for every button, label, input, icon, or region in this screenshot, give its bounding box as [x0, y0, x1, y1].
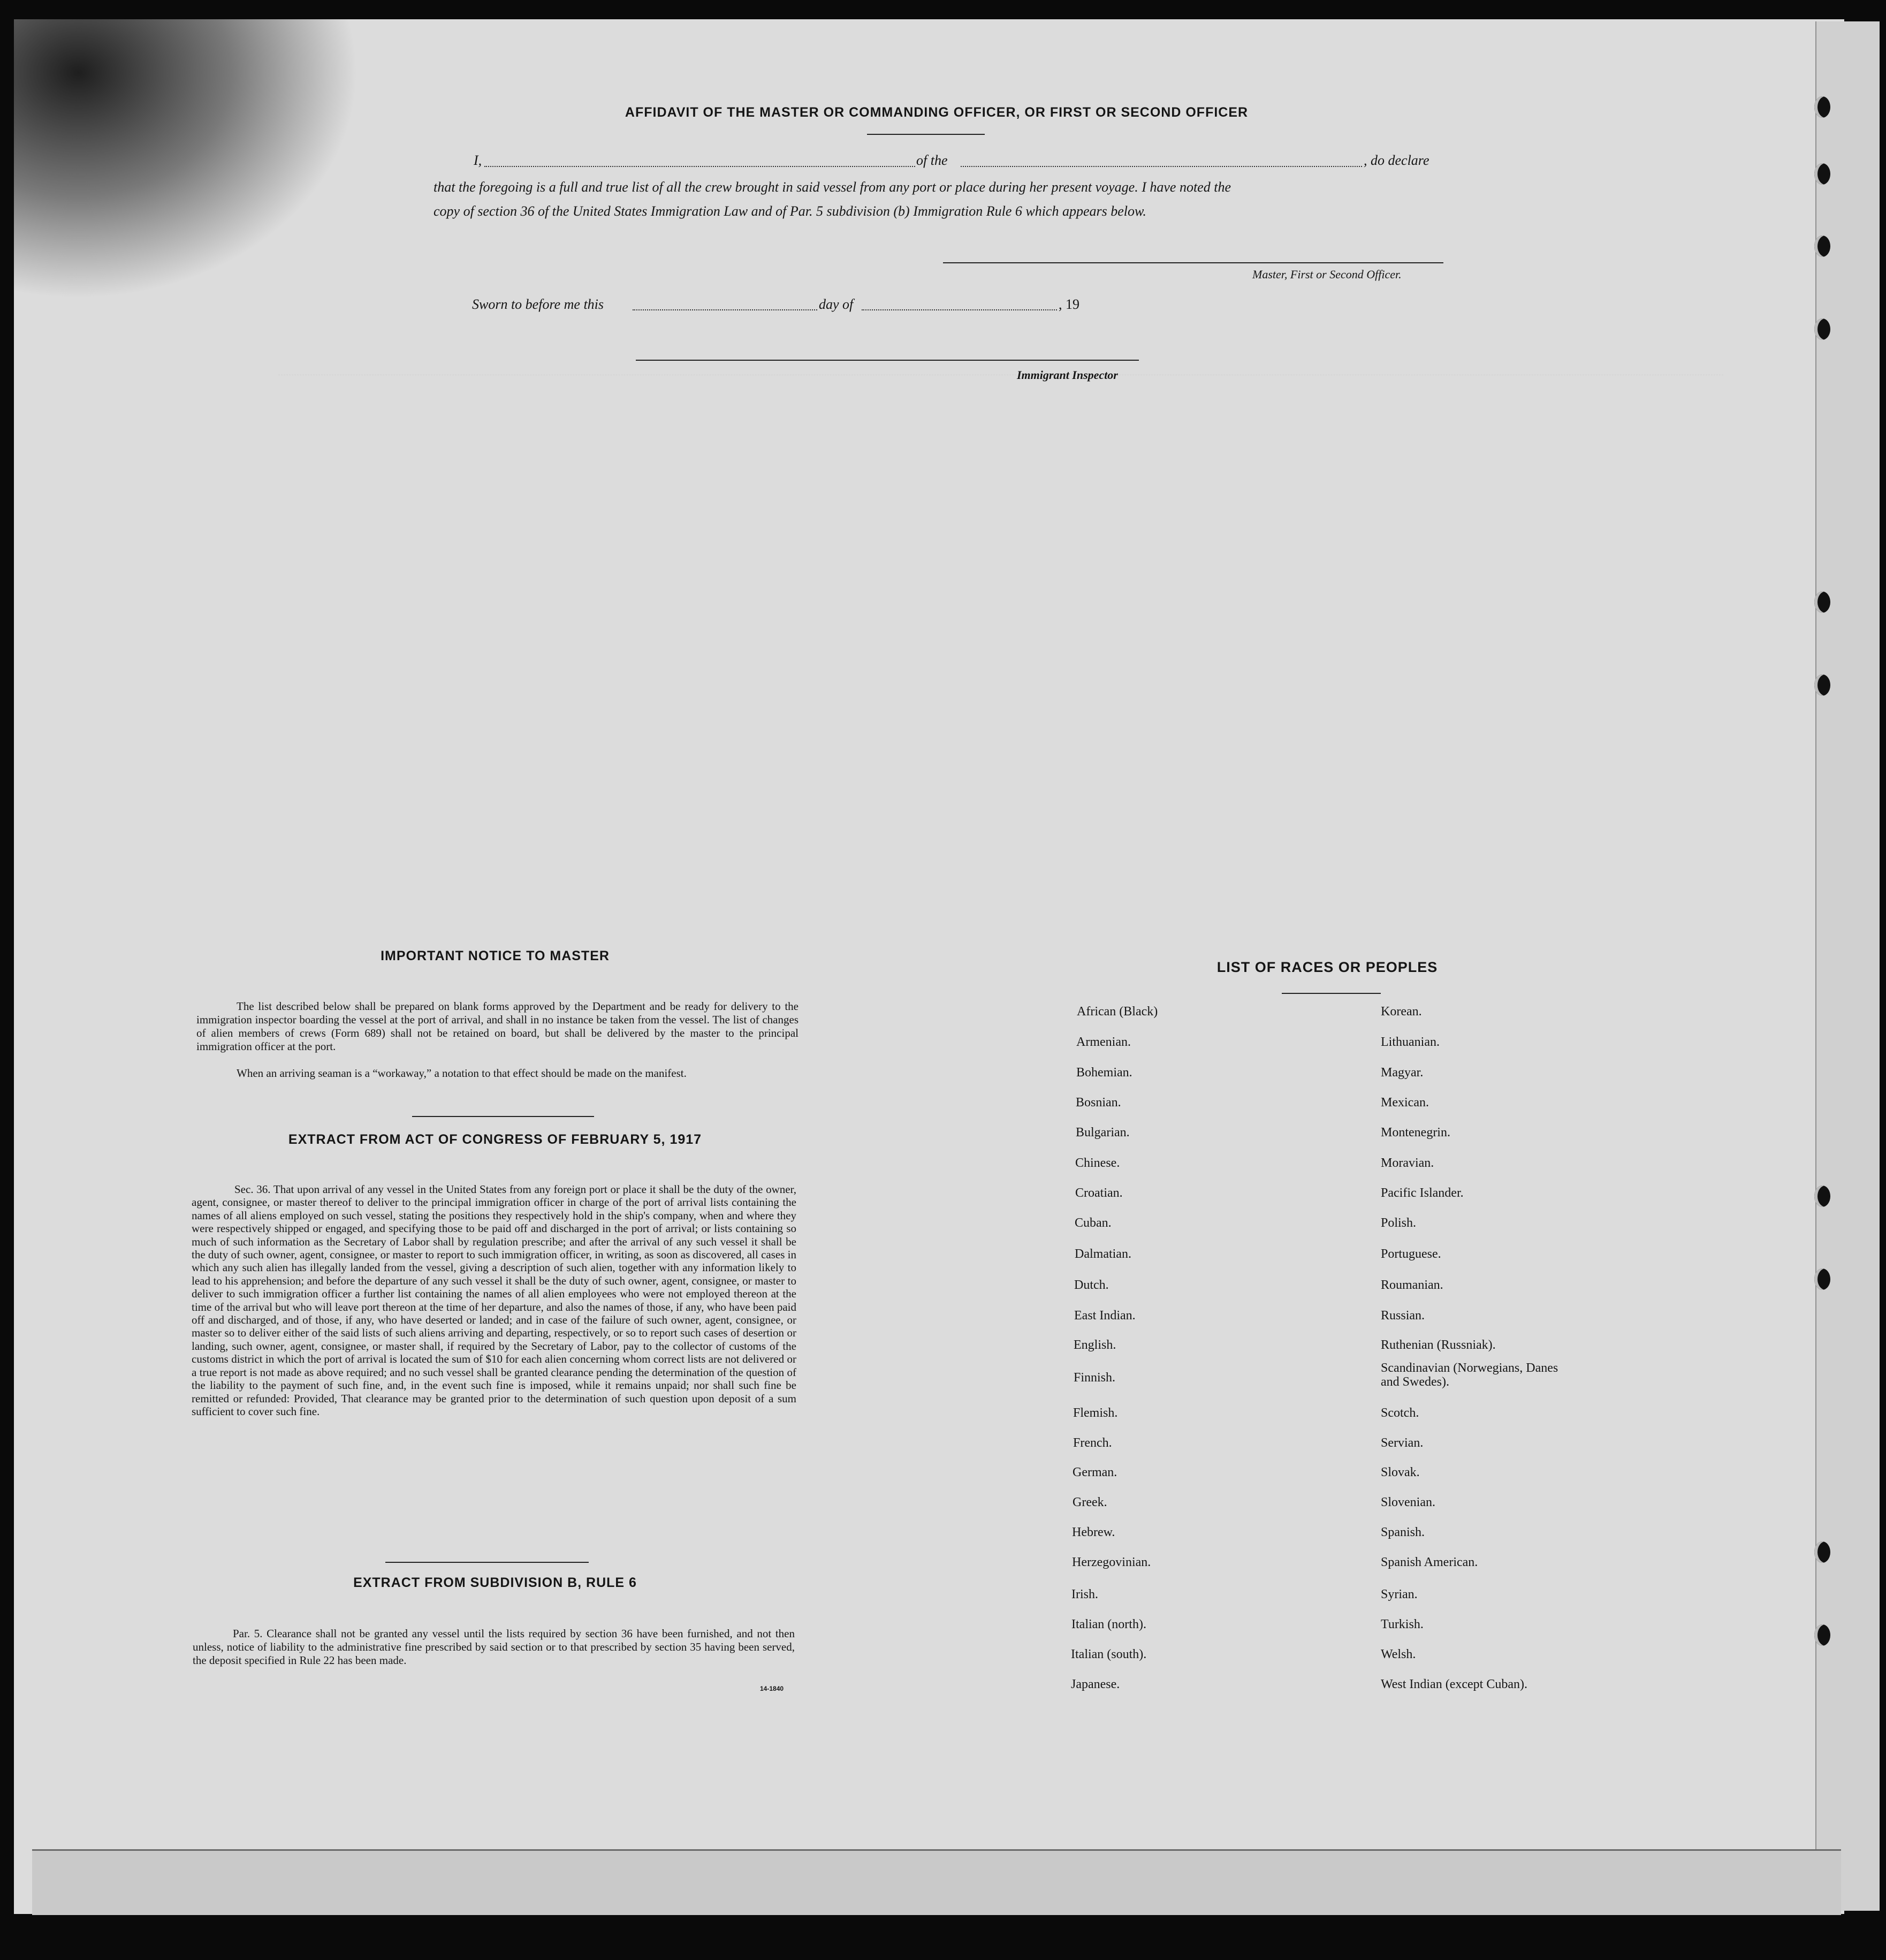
races-title-rule [1282, 993, 1381, 994]
race-item: Moravian. [1381, 1156, 1434, 1170]
race-item: Ruthenian (Russniak). [1381, 1338, 1496, 1352]
binder-hole-icon [1814, 235, 1830, 257]
race-item: Slovenian. [1381, 1495, 1435, 1509]
race-item: African (Black) [1077, 1005, 1158, 1019]
affidavit-line3: copy of section 36 of the United States Immigration Law and of Par. 5 subdivision (b) Immigration Rule 6 which appears below. [434, 203, 1146, 219]
race-item: Bosnian. [1076, 1096, 1121, 1110]
race-item: Cuban. [1075, 1216, 1112, 1230]
race-item: Roumanian. [1381, 1278, 1443, 1292]
sworn-month-field[interactable] [862, 309, 1057, 310]
notice-divider [412, 1116, 594, 1117]
rule-extract-body: Par. 5. Clearance shall not be granted any vessel until the lists required by section 36 have been furnished, and not then unless, notice of liability to the administrative fine prescribed by said section or to that prescribed by section 35 having been served, the deposit specified in Rule 22 has been made. [193, 1627, 795, 1667]
inspector-signature-line[interactable] [636, 360, 1139, 361]
race-item: Japanese. [1071, 1677, 1120, 1691]
race-item: Italian (north). [1071, 1617, 1146, 1631]
race-item: Dalmatian. [1075, 1247, 1131, 1261]
act-extract-title: EXTRACT FROM ACT OF CONGRESS OF FEBRUARY 5, 1917 [288, 1132, 702, 1147]
race-item: Magyar. [1381, 1066, 1424, 1080]
binder-hole-icon [1814, 163, 1830, 185]
race-item: French. [1073, 1436, 1112, 1450]
binder-hole-icon [1814, 1624, 1830, 1646]
master-signature-line[interactable] [943, 262, 1443, 263]
notice-title: IMPORTANT NOTICE TO MASTER [381, 948, 610, 963]
race-item: Finnish. [1074, 1371, 1116, 1385]
race-item: Pacific Islander. [1381, 1186, 1464, 1200]
binder-hole-icon [1814, 1186, 1830, 1207]
affidavit-of-the: of the [916, 153, 948, 168]
act-divider [385, 1562, 589, 1563]
race-item: Dutch. [1074, 1278, 1109, 1292]
race-item: German. [1073, 1465, 1117, 1479]
race-item: Chinese. [1075, 1156, 1120, 1170]
affidavit-vessel-field[interactable] [961, 166, 1362, 167]
race-item: Spanish. [1381, 1525, 1425, 1539]
bleed-through-artifact [278, 375, 1723, 1017]
race-item: Welsh. [1381, 1647, 1416, 1661]
race-item: Slovak. [1381, 1465, 1420, 1479]
affidavit-line1-start: I, [474, 153, 482, 168]
race-item: Lithuanian. [1381, 1035, 1440, 1049]
year-label: , 19 [1059, 297, 1079, 312]
act-extract-body: Sec. 36. That upon arrival of any vessel in the United States from any foreign port or place it shall be the duty of the owner, agent, consignee, or master thereof to deliver to the principal immigration officer in charge of the port of arrival lists containing the names of all aliens employed on such vessel, stating the positions they respectively hold in the ship's company, when and where they were respectively shipped or engaged, and specifying those to be paid off and discharged in the port of arrival; or lists containing so much of such information as the Secretary of Labor shall by regulation prescribe; and after the arrival of any such vessel it shall be the duty of such owner, agent, consignee, or master to report to such immigration officer, in writing, as soon as discovered, all cases in which any such alien has illegally landed from the vessel, giving a description of such alien, together with any information likely to lead to his apprehension; and before the departure of any such vessel it shall be the duty of such owner, agent, consignee, or master to deliver to such immigration officer a further list containing the names of all alien employees who were not employed thereon at the time of the arrival but who will leave port thereon at the time of her departure, and also the names of those, if any, who have been paid off and discharged, and of those, if any, who have deserted or landed; and in case of the failure of such owner, agent, consignee, or master so to deliver either of the said lists of such aliens arriving and departing, respectively, or so to report such cases of desertion or landing, such owner, agent, consignee, or master shall, if required by the Secretary of Labor, pay to the collector of customs of the customs district in which the port of arrival is located the sum of $10 for each alien concerning whom correct lists are not delivered or a true report is not made as above required; and no such vessel shall be granted clearance pending the determination of the question of the liability to the payment of such fine, and, in the event such fine is imposed, while it remains unpaid; nor shall such fine be remitted or refunded: Provided, That clearance may be granted prior to the determination of such question upon deposit of a sum sufficient to cover such fine. [192, 1183, 796, 1418]
race-item: Korean. [1381, 1005, 1422, 1019]
race-item: Italian (south). [1071, 1647, 1147, 1661]
affidavit-title-rule [867, 134, 985, 135]
race-item: Scandinavian (Norwegians, Danes and Swedes). [1381, 1361, 1558, 1389]
race-item: Herzegovinian. [1072, 1555, 1151, 1569]
race-item: Mexican. [1381, 1096, 1429, 1110]
race-item: Portuguese. [1381, 1247, 1441, 1261]
binder-hole-icon [1814, 318, 1830, 340]
race-item: Flemish. [1073, 1406, 1118, 1420]
affidavit-line2: that the foregoing is a full and true list of all the crew brought in said vessel from any port or place during her present voyage. I have noted the [434, 179, 1231, 195]
binder-hole-icon [1814, 1541, 1830, 1563]
affidavit-title: AFFIDAVIT OF THE MASTER OR COMMANDING OFFICER, OR FIRST OR SECOND OFFICER [625, 105, 1249, 120]
race-item: Syrian. [1381, 1587, 1418, 1601]
race-item: English. [1074, 1338, 1116, 1352]
race-item: Bohemian. [1076, 1066, 1132, 1080]
race-item: Irish. [1071, 1587, 1098, 1601]
race-item: Bulgarian. [1076, 1126, 1130, 1139]
races-title: LIST OF RACES OR PEOPLES [1216, 959, 1438, 975]
race-item: Croatian. [1075, 1186, 1123, 1200]
master-signature-label: Master, First or Second Officer. [1252, 268, 1402, 281]
race-item: Armenian. [1076, 1035, 1131, 1049]
page-bottom-edge [32, 1849, 1841, 1915]
race-item: Russian. [1381, 1309, 1425, 1323]
race-item: East Indian. [1074, 1309, 1136, 1323]
notice-paragraph-1: The list described below shall be prepared on blank forms approved by the Department and be ready for delivery to the immigration inspector boarding the vessel at the port of arrival, and shall in no instance be taken from the vessel. The list of changes of alien members of crews (Form 689) shall not be retained on board, but shall be delivered by the master to the principal immigration officer at the port. [196, 1000, 798, 1053]
binder-hole-icon [1814, 96, 1830, 118]
sworn-label: Sworn to before me this [472, 297, 604, 312]
race-item: Scotch. [1381, 1406, 1419, 1420]
binder-hole-icon [1814, 1268, 1830, 1290]
race-item: Greek. [1073, 1495, 1107, 1509]
sworn-day-field[interactable] [633, 309, 817, 310]
binder-hole-icon [1814, 674, 1830, 696]
race-item: Hebrew. [1072, 1525, 1115, 1539]
race-item: Turkish. [1381, 1617, 1424, 1631]
day-of-label: day of [819, 297, 854, 312]
race-item: West Indian (except Cuban). [1381, 1677, 1527, 1691]
race-item: Montenegrin. [1381, 1126, 1450, 1139]
binder-hole-icon [1814, 591, 1830, 613]
inspector-label: Immigrant Inspector [1017, 368, 1118, 382]
affidavit-name-field[interactable] [484, 166, 915, 167]
race-item: Spanish American. [1381, 1555, 1478, 1569]
rule-extract-title: EXTRACT FROM SUBDIVISION B, RULE 6 [353, 1575, 637, 1590]
form-number: 14-1840 [760, 1685, 784, 1692]
race-item: Polish. [1381, 1216, 1417, 1230]
affidavit-do-declare: , do declare [1364, 153, 1429, 168]
notice-paragraph-2: When an arriving seaman is a “workaway,” a notation to that effect should be made on the manifest. [237, 1067, 687, 1080]
race-item: Servian. [1381, 1436, 1424, 1450]
